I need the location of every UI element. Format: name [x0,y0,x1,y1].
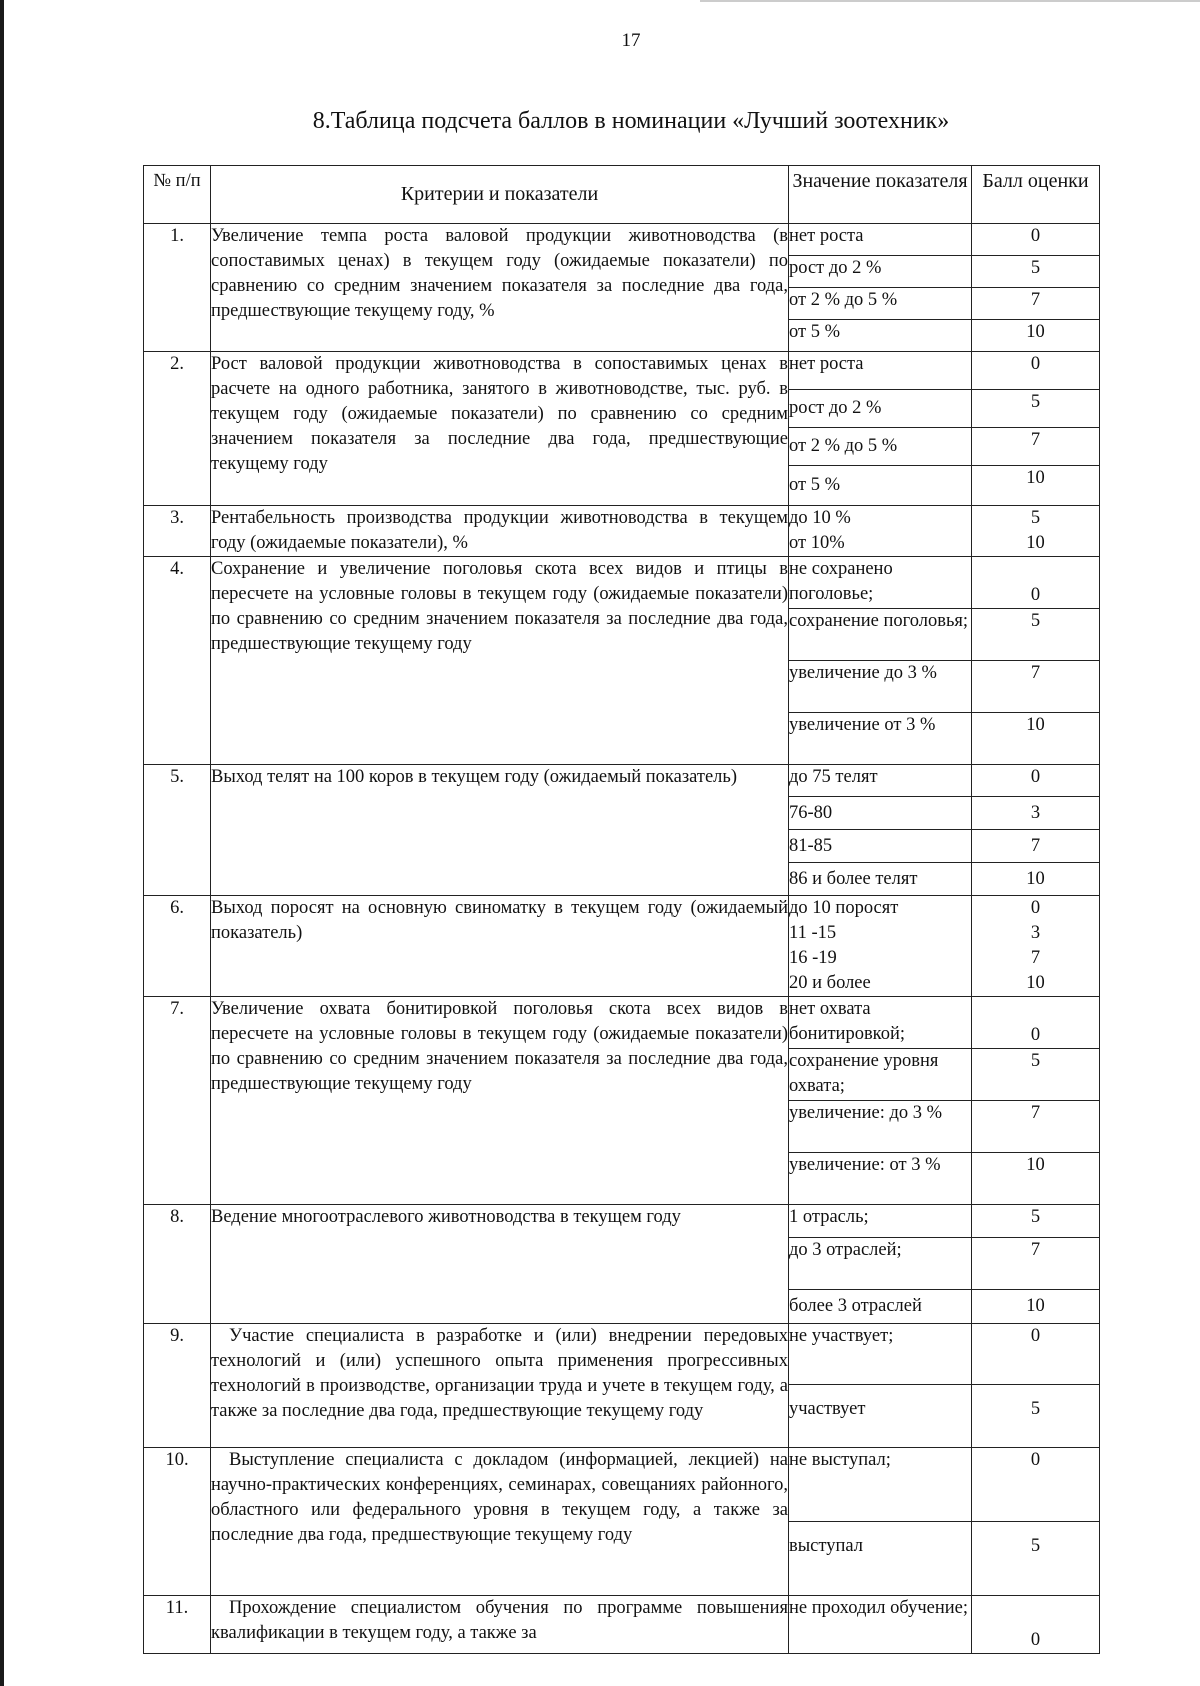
option-value: 11 -15 [789,923,837,943]
header-score: Балл оценки [972,166,1100,224]
table-row [144,896,1100,997]
option-value: не проходил обучение; [789,1596,972,1654]
header-criteria: Критерии и показатели [211,166,789,224]
table-row [144,1596,1100,1654]
option-value: не сохранено поголовье; [789,557,972,609]
option-score-group [972,506,1100,557]
option-value: увеличение: от 3 % [789,1153,972,1205]
option-value: более 3 отраслей [789,1290,972,1324]
table-row [144,765,1100,797]
option-value: 16 -19 [789,948,837,968]
option-score: 10 [972,1153,1100,1205]
table-row [144,352,1100,390]
page-number: 17 [621,30,641,51]
row-number: 2. [144,352,211,506]
option-value: нет роста [789,352,972,390]
option-value: до 10 поросят [789,898,899,918]
option-value: 86 и более телят [789,863,972,896]
row-number: 4. [144,557,211,765]
row-number: 6. [144,896,211,997]
option-value: от 2 % до 5 % [789,288,972,320]
row-criteria: Прохождение специалистом обучения по программе повышения квалификации в текущем году, а также за [211,1596,789,1654]
option-value: от 5 % [789,320,972,352]
option-value: от 10% [789,533,845,553]
option-value: сохранение уровня охвата; [789,1049,972,1101]
table-row [144,1205,1100,1238]
scan-edge-top [700,0,1200,2]
row-number: 7. [144,997,211,1205]
option-score: 5 [972,256,1100,288]
table-row [144,1448,1100,1522]
option-score: 7 [972,661,1100,713]
option-value: рост до 2 % [789,256,972,288]
option-score: 3 [1030,923,1041,943]
row-criteria: Рост валовой продукции животноводства в сопоставимых ценах в расчете на одного работника, занятого в животноводстве, тыс. руб. в текущем году (ожидаемые показатели) по сравнению со средним значением показателя за последние два года, предшествующие текущему году [211,352,789,506]
option-value-group [789,896,972,997]
option-value: 20 и более [789,973,871,993]
option-value: сохранение поголовья; [789,609,972,661]
row-number: 10. [144,1448,211,1596]
row-number: 5. [144,765,211,896]
scan-edge-left [0,0,4,1686]
option-score: 0 [972,557,1100,609]
option-score: 5 [972,1385,1100,1448]
option-score: 10 [972,863,1100,896]
option-score: 5 [972,1522,1100,1596]
row-number: 8. [144,1205,211,1324]
header-number: № п/п [144,166,211,224]
option-value: не участвует; [789,1324,972,1385]
row-number: 1. [144,224,211,352]
table-row [144,997,1100,1049]
option-value: не выступал; [789,1448,972,1522]
table-row [144,557,1100,609]
option-value-group [789,506,972,557]
row-number: 3. [144,506,211,557]
row-number: 11. [144,1596,211,1654]
option-score: 0 [972,1324,1100,1385]
option-score: 10 [972,713,1100,765]
option-value: участвует [789,1385,972,1448]
option-score: 10 [972,1290,1100,1324]
option-score: 0 [972,224,1100,256]
option-score-group [972,896,1100,997]
option-value: рост до 2 % [789,390,972,428]
option-score: 5 [972,1205,1100,1238]
row-criteria: Ведение многоотраслевого животноводства в текущем году [211,1205,789,1324]
option-value: увеличение от 3 % [789,713,972,765]
option-score: 5 [972,1049,1100,1101]
option-score: 0 [972,1448,1100,1522]
row-criteria: Рентабельность производства продукции животноводства в текущем году (ожидаемые показатели), % [211,506,789,557]
row-criteria: Увеличение охвата бонитировкой поголовья скота всех видов в пересчете на условные головы в текущем году (ожидаемые показатели) по сравнению со средним значением показателя за последние два года, предшествующие текущему году [211,997,789,1205]
row-criteria: Выход поросят на основную свиноматку в текущем году (ожидаемый показатель) [211,896,789,997]
option-score: 5 [972,390,1100,428]
table-row [144,224,1100,256]
option-value: нет роста [789,224,972,256]
option-value: 1 отрасль; [789,1205,972,1238]
option-score: 7 [972,830,1100,863]
row-criteria: Выход телят на 100 коров в текущем году (ожидаемый показатель) [211,765,789,896]
option-score: 7 [972,1101,1100,1153]
option-score: 10 [1026,973,1045,993]
option-value: от 5 % [789,466,972,506]
row-number: 9. [144,1324,211,1448]
table-row [144,506,1100,557]
table-header-row [144,166,1100,224]
option-score: 0 [972,352,1100,390]
option-score: 0 [972,1596,1100,1654]
row-criteria: Участие специалиста в разработке и (или) внедрении передовых технологий и (или) успешного опыта применения прогрессивных технологий в производстве, организации труда и учете в текущем году, а также за последние два года, предшествующие текущему году [211,1324,789,1448]
option-value: 76-80 [789,797,972,830]
option-score: 3 [972,797,1100,830]
option-score: 7 [972,1238,1100,1290]
option-score: 10 [1026,533,1045,553]
option-score: 7 [1030,948,1041,968]
option-value: 81-85 [789,830,972,863]
option-value: увеличение: до 3 % [789,1101,972,1153]
row-criteria: Увеличение темпа роста валовой продукции животноводства (в сопоставимых ценах) в текущем году (ожидаемые показатели) по сравнению со средним значением показателя за последние два года, предшествующие текущему году, % [211,224,789,352]
option-score: 7 [972,428,1100,466]
table-row [144,1324,1100,1385]
row-criteria: Сохранение и увеличение поголовья скота всех видов и птицы в пересчете на условные головы в текущем году (ожидаемые показатели) по сравнению со средним значением показателя за последние два года, предшествующие текущему году [211,557,789,765]
option-value: до 75 телят [789,765,972,797]
option-value: увеличение до 3 % [789,661,972,713]
option-score: 0 [972,765,1100,797]
option-score: 0 [972,997,1100,1049]
option-value: выступал [789,1522,972,1596]
option-value: от 2 % до 5 % [789,428,972,466]
option-value: до 3 отраслей; [789,1238,972,1290]
option-score: 5 [1030,508,1041,528]
page-title: 8.Таблица подсчета баллов в номинации «Лучший зоотехник» [312,108,950,134]
scoring-table [143,165,1100,1654]
option-score: 10 [972,320,1100,352]
option-value: нет охвата бонитировкой; [789,997,972,1049]
option-score: 10 [972,466,1100,506]
row-criteria: Выступление специалиста с докладом (информацией, лекцией) на научно-практических конференциях, семинарах, совещаниях районного, областного или федерального уровня в текущем году, а также за последние два года, предшествующие текущему году [211,1448,789,1596]
option-score: 7 [972,288,1100,320]
option-value: до 10 % [789,508,851,528]
option-score: 5 [972,609,1100,661]
header-value: Значение показателя [789,166,972,224]
option-score: 0 [1030,898,1041,918]
